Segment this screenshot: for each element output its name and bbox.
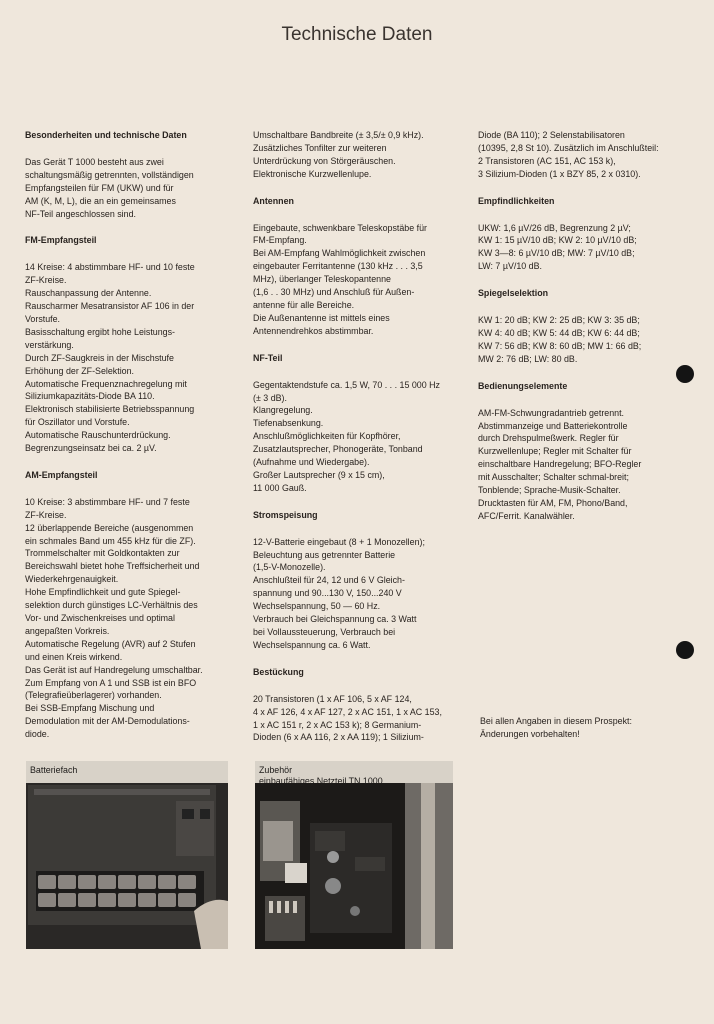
photo-battery-compartment <box>26 761 228 949</box>
bandwidth-text: Umschaltbare Bandbreite (± 3,5/± 0,9 kHz). Zusätzliches Tonfilter zur weiteren Unterdrückung von Störgeräuschen. Elektronische Kurzwellenlupe. <box>253 130 424 179</box>
section-heading-controls: Bedienungselemente <box>478 380 568 391</box>
section-heading-nf: NF-Teil <box>253 352 283 363</box>
nf-text: Gegentaktendstufe ca. 1,5 W, 70 . . . 15 000 Hz (± 3 dB). Klangregelung. Tiefenabsenkung. Anschlußmöglichkeiten für Kopfhörer, Zusatzlautsprecher, Phonogeräte, Tonband (Aufnahme und Wiedergabe). Großer Lautsprecher (9 x 15 cm), 11 000 Gauß. <box>253 379 440 493</box>
column-right <box>478 129 690 537</box>
photo-caption-power-supply: Zubehör einbaufähiges Netzteil TN 1000 <box>259 765 383 786</box>
section-heading-image-rejection: Spiegelselektion <box>478 288 549 299</box>
photo-power-supply <box>255 761 453 949</box>
punch-hole-bottom <box>676 641 694 659</box>
components-continued-text: Diode (BA 110); 2 Selenstabilisatoren (10395, 2,8 St 10). Zusätzlich im Anschlußteil: 2 Transistoren (AC 151, AC 153 k), 3 Silizium-Dioden (1 x BZY 85, 2 x 0310). <box>478 130 659 179</box>
sensitivity-text: UKW: 1,6 µV/26 dB, Begrenzung 2 µV; KW 1: 15 µV/10 dB; KW 2: 10 µV/10 dB; KW 3—8: 6 µV/10 dB; MW: 7 µV/10 dB; LW: 7 µV/10 dB. <box>478 222 637 272</box>
punch-hole-top <box>676 365 694 383</box>
am-text: 10 Kreise: 3 abstimmbare HF- und 7 feste ZF-Kreise. 12 überlappende Bereiche (ausgenommen ein schmales Band um 455 kHz für die ZF). Trommelschalter mit Goldkontakten zur Bereichswahl bietet hohe Treffsicherheit und Wiederkehrgenauigkeit. Hohe Empfindlichkeit und gute Spiegel- selektion durch günstiges LC-Verhältnis des Vor- und Zwischenkreises und optimal angepaßten Vorkreis. Automatische Regelung (AVR) auf 2 Stufen und einen Kreis wirkend. Das Gerät ist auf Handregelung umschaltbar. Zum Empfang von A 1 und SSB ist ein BFO (Telegrafieüberlagerer) vorhanden. Bei SSB-Empfang Mischung und Demodulation mit der AM-Demodulations- diode. <box>25 496 203 740</box>
antennas-text: Eingebaute, schwenkbare Teleskopstäbe für FM-Empfang. Bei AM-Empfang Wahlmöglichkeit zwischen eingebauter Ferritantenne (130 kHz . . . 3,5 MHz), überlanger Teleskopantenne (1,6 . . 30 MHz) und Anschluß für Außen- antenne für alle Bereiche. Die Außenantenne ist mittels eines Antennendrehkos abstimmbar. <box>253 222 427 336</box>
page-title: Technische Daten <box>281 24 433 45</box>
section-heading-antennas: Antennen <box>253 195 294 206</box>
section-heading-fm: FM-Empfangsteil <box>25 235 97 246</box>
section-heading-power: Stromspeisung <box>253 509 318 520</box>
power-text: 12-V-Batterie eingebaut (8 + 1 Monozellen); Beleuchtung aus getrennter Batterie (1,5-V-Monozelle). Anschlußteil für 24, 12 und 6 V Gleich- spannung und 90...130 V, 150...240 V Wechselspannung, 50 — 60 Hz. Verbrauch bei Gleichspannung ca. 3 Watt bei Vollaussteuerung, Verbrauch bei Wechselspannung ca. 6 Watt. <box>253 536 425 650</box>
section-heading-am: AM-Empfangsteil <box>25 469 98 480</box>
components-text: 20 Transistoren (1 x AF 106, 5 x AF 124, 4 x AF 126, 4 x AF 127, 2 x AC 151, 1 x AC 153, 1 x AC 151 r, 2 x AC 153 k); 8 Germanium- Dioden (6 x AA 116, 2 x AA 119); 1 Silizium- <box>253 693 442 743</box>
intro-text: Das Gerät T 1000 besteht aus zwei schaltungsmäßig getrennten, vollständigen Empfangsteilen für FM (UKW) und für AM (K, M, L), die an ein gemeinsames NF-Teil angeschlossen sind. <box>25 156 194 219</box>
section-heading-components: Bestückung <box>253 666 304 677</box>
column-middle <box>253 129 458 758</box>
image-rejection-text: KW 1: 20 dB; KW 2: 25 dB; KW 3: 35 dB; KW 4: 40 dB; KW 5: 44 dB; KW 6: 44 dB; KW 7: 56 dB; KW 8: 60 dB; MW 1: 66 dB; MW 2: 76 dB; LW: 80 dB. <box>478 315 642 364</box>
photo-caption-battery: Batteriefach <box>30 765 78 775</box>
section-heading-features: Besonderheiten und technische Daten <box>25 130 187 140</box>
disclaimer-note: Bei allen Angaben in diesem Prospekt: Änderungen vorbehalten! <box>480 716 632 739</box>
fm-text: 14 Kreise: 4 abstimmbare HF- und 10 feste ZF-Kreise. Rauschanpassung der Antenne. Rauscharmer Mesatransistor AF 106 in der Vorstufe. Basisschaltung ergibt hohe Leistungs- verstärkung. Durch ZF-Saugkreis in der Mischstufe Erhöhung der ZF-Selektion. Automatische Frequenznachregelung mit Siliziumkapazitäts-Diode BA 110. Elektronisch stabilisierte Betriebsspannung für Oszillator und Vorstufe. Automatische Rauschunterdrückung. Begrenzungseinsatz bei ca. 2 µV. <box>25 262 195 454</box>
column-left <box>25 129 235 755</box>
controls-text: AM-FM-Schwungradantrieb getrennt. Abstimmanzeige und Batteriekontrolle durch Drehspulmeßwerk. Regler für Kurzwellenlupe; Regler mit Schalter für einschaltbare Handregelung; BFO-Regler mit Ausschalter; Schalter schmal-breit; Tonblende; Sprache-Musik-Schalter. Drucktasten für AM, FM, Phono/Band, AFC/Ferrit. Kanalwähler. <box>478 407 642 521</box>
section-heading-sensitivity: Empfindlichkeiten <box>478 195 555 206</box>
